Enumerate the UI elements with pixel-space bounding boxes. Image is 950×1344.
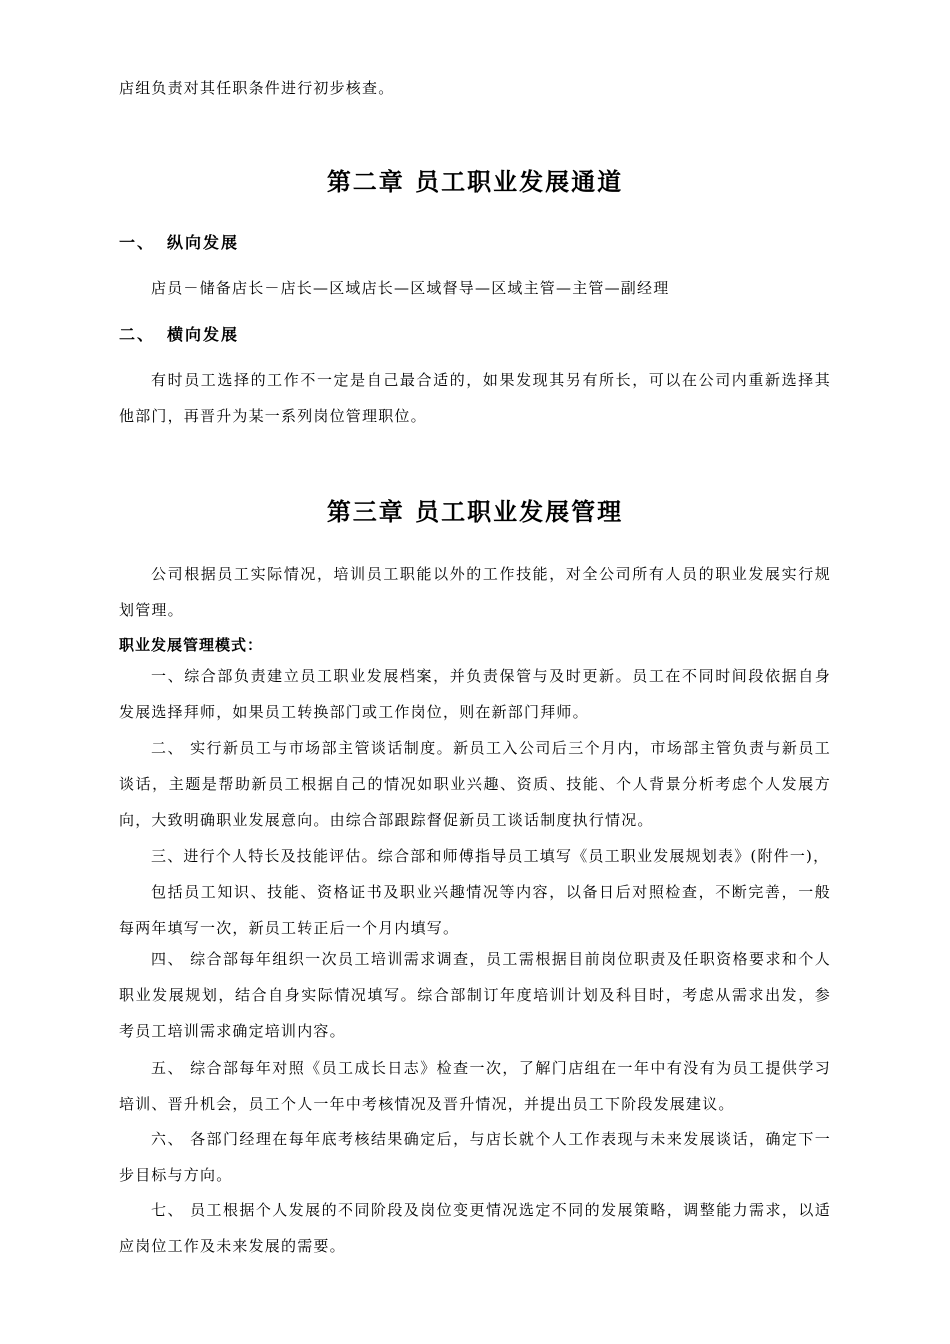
top-paragraph: 店组负责对其任职条件进行初步核查。: [119, 79, 395, 97]
section-horizontal-heading: [119, 322, 239, 345]
vertical-path-text: 店员－储备店长－店长—区域店长—区域督导—区域主管—主管—副经理: [151, 279, 670, 297]
item-4: 四、 综合部每年组织一次员工培训需求调查，员工需根据目前岗位职责及任职资格要求和个人职业发展规划，结合自身实际情况填写。综合部制订年度培训计划及科目时，考虑从需求出发，参考员工培训需求确定培训内容。: [119, 950, 831, 1040]
item-3-continued: 包括员工知识、技能、资格证书及职业兴趣情况等内容，以备日后对照检查，不断完善，一般每两年填写一次，新员工转正后一个月内填写。: [119, 883, 831, 937]
section-title: 横向发展: [167, 325, 240, 344]
chapter-3-intro: 公司根据员工实际情况，培训员工职能以外的工作技能，对全公司所有人员的职业发展实行规划管理。: [119, 565, 831, 619]
chapter-2-title: 第二章 员工职业发展通道: [326, 167, 624, 196]
horizontal-path-text: 有时员工选择的工作不一定是自己最合适的，如果发现其另有所长，可以在公司内重新选择其他部门，再晋升为某一系列岗位管理职位。: [119, 371, 831, 425]
item-2: 二、 实行新员工与市场部主管谈话制度。新员工入公司后三个月内，市场部主管负责与新员工谈话，主题是帮助新员工根据自己的情况如职业兴趣、资质、技能、个人背景分析考虑个人发展方向，大致明确职业发展意向。由综合部跟踪督促新员工谈话制度执行情况。: [119, 739, 831, 829]
section-number: 一、: [119, 233, 156, 252]
management-mode-label: 职业发展管理模式：: [119, 636, 264, 654]
chapter-3-title: 第三章 员工职业发展管理: [326, 497, 624, 526]
section-vertical-heading: [119, 230, 239, 253]
item-3: 三、进行个人特长及技能评估。综合部和师傅指导员工填写《员工职业发展规划表》(附件一)，: [151, 847, 830, 865]
item-1: 一、综合部负责建立员工职业发展档案，并负责保管与及时更新。员工在不同时间段依据自身发展选择拜师，如果员工转换部门或工作岗位，则在新部门拜师。: [119, 667, 831, 721]
item-6: 六、 各部门经理在每年底考核结果确定后，与店长就个人工作表现与未来发展谈话，确定下一步目标与方向。: [119, 1130, 831, 1184]
item-5: 五、 综合部每年对照《员工成长日志》检查一次，了解门店组在一年中有没有为员工提供学习培训、晋升机会，员工个人一年中考核情况及晋升情况，并提出员工下阶段发展建议。: [119, 1059, 831, 1113]
item-7: 七、 员工根据个人发展的不同阶段及岗位变更情况选定不同的发展策略，调整能力需求，以适应岗位工作及未来发展的需要。: [119, 1201, 831, 1255]
section-title: 纵向发展: [167, 233, 240, 252]
section-number: 二、: [119, 325, 156, 344]
